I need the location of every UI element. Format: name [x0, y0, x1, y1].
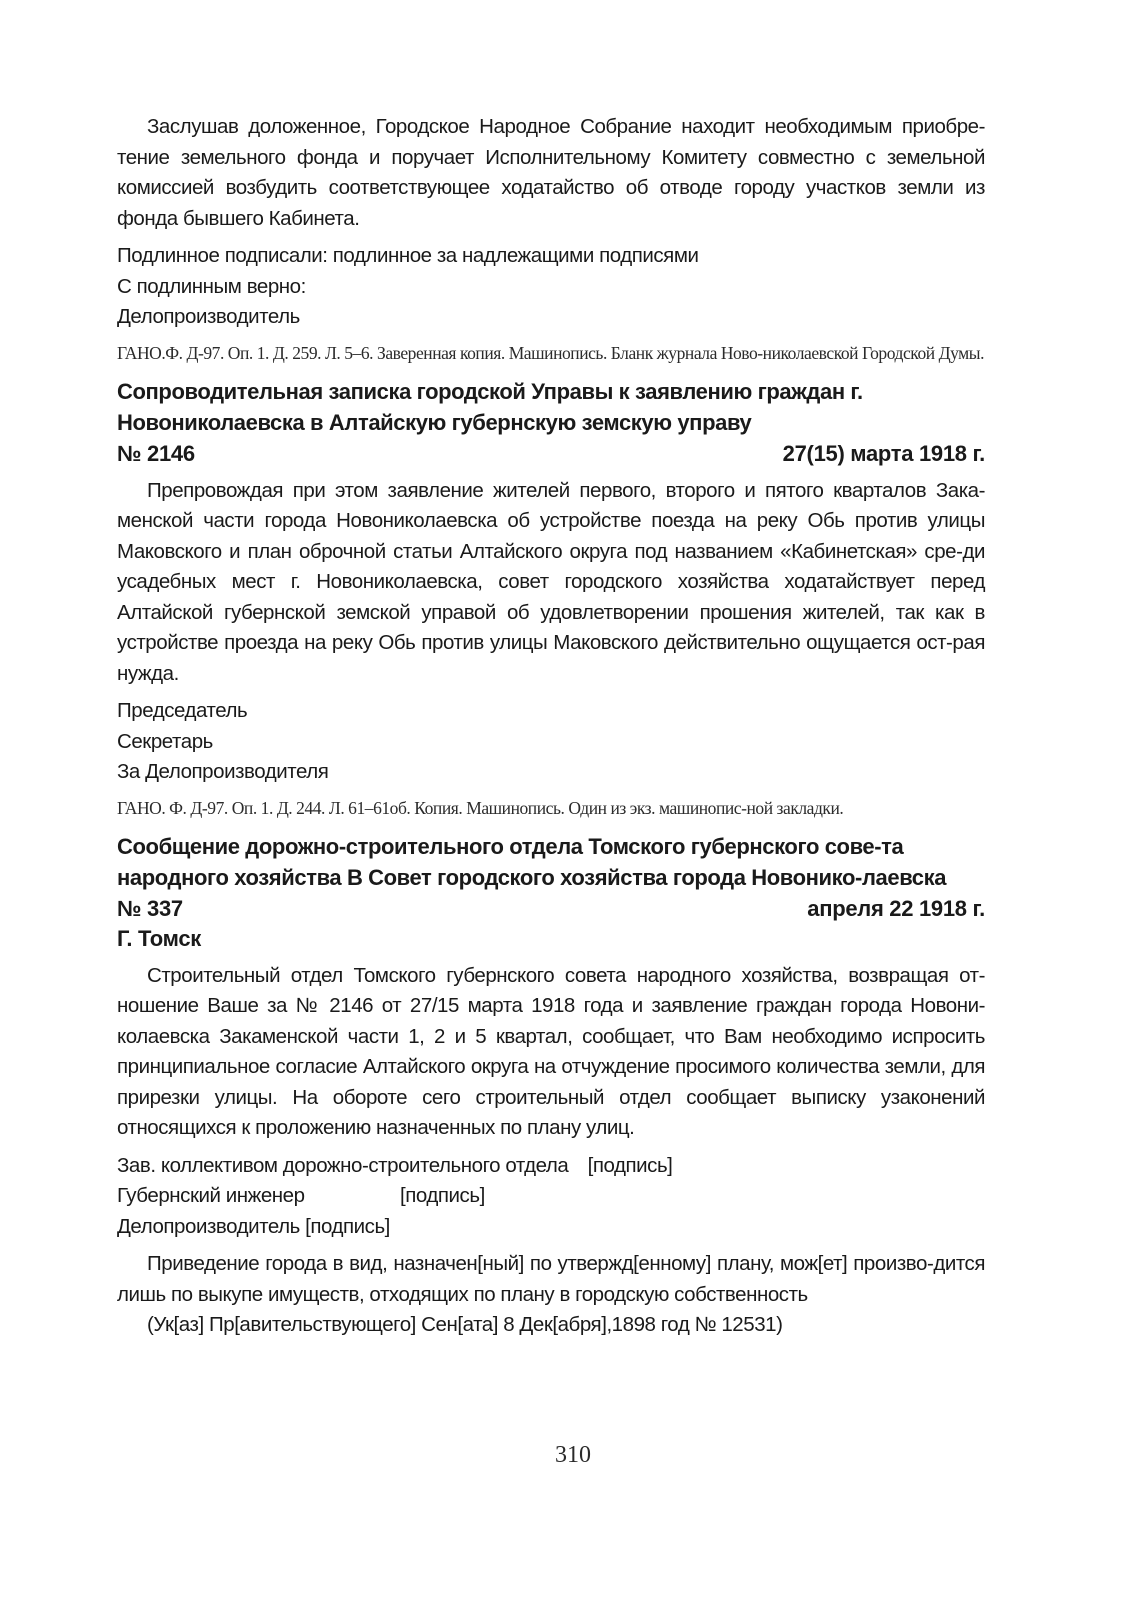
doc3-paragraph: Строительный отдел Томского губернского совета народного хозяйства, возвращая от-ношение Ваше за № 2146 от 27/15 марта 1918 года и заявление граждан города Новони-колаевска Закаменской части 1, 2 и 5 квартал, сообщает, что Вам необходимо испросить принципиальное согласие Алтайского округа на отчуждение просимого количества земли, для прирезки улицы. На обороте сего строительный отдел сообщает выписку узаконений относящихся к проложению назначенных по плану улиц.: [117, 963, 985, 1139]
doc3-title: Сообщение дорожно-строительного отдела Томского губернского сове-та народного хозяйства В Совет городского хозяйства города Новонико-лаевска: [117, 833, 947, 890]
page-number: 310: [555, 1442, 591, 1468]
doc3-signature-3: Делопроизводитель [подпись]: [117, 1214, 390, 1238]
doc3-place: Г. Томск: [117, 925, 201, 951]
doc3-number: № 337: [117, 895, 183, 921]
doc1-clerk-line: Делопроизводитель: [117, 305, 300, 328]
doc3-sig1-mark: [подпись]: [587, 1153, 673, 1177]
doc1-signed-line: Подлинное подписали: подлинное за надлежащими подписями: [117, 244, 699, 267]
doc1-certified-line: С подлинным верно:: [117, 274, 306, 298]
doc2-paragraph: Препровождая при этом заявление жителей первого, второго и пятого кварталов Зака-менской части города Новониколаевска об устройстве поезда на реку Обь против улицы Маковского и план оброчной статьи Алтайского округа под названием «Кабинетская» сре-ди усадебных мест г. Новониколаевска, совет городского хозяйства ходатайствует перед Алтайской губернской земской управой об удовлетворении прошения жителей, так как в устройстве проезда на реку Обь против улицы Маковского действительно ощущается ост-рая нужда.: [117, 478, 985, 685]
doc3-sig2-role: Губернский инженер: [117, 1184, 305, 1207]
doc2-archive-source: ГАНО. Ф. Д-97. Оп. 1. Д. 244. Л. 61–61об. Копия. Машинопись. Один из экз. машинопис-ной закладки.: [117, 797, 844, 818]
doc2-chairman: Председатель: [117, 699, 248, 722]
doc2-number-row: [117, 438, 985, 469]
doc3-signature-2: [117, 1181, 985, 1212]
doc2-secretary: Секретарь: [117, 729, 213, 753]
doc1-archive-source: ГАНО.Ф. Д-97. Оп. 1. Д. 259. Л. 5–6. Заверенная копия. Машинопись. Бланк журнала Ново-николаевской Городской Думы.: [117, 342, 985, 363]
doc3-number-row: [117, 893, 985, 924]
doc2-date: 27(15) марта 1918 г.: [782, 440, 985, 466]
doc3-sig1-role: Зав. коллективом дорожно-строительного отдела: [117, 1153, 569, 1177]
doc3-reference: (Ук[аз] Пр[авительствующего] Сен[ата] 8 Дек[абря],1898 год № 12531): [147, 1313, 783, 1336]
doc2-title: Сопроводительная записка городской Управы к заявлению граждан г. Новониколаевска в Алтайскую губернскую земскую управу: [117, 378, 863, 435]
doc2-number: № 2146: [117, 440, 195, 466]
page-content: [117, 112, 985, 1341]
doc3-date: апреля 22 1918 г.: [807, 895, 985, 921]
doc3-signature-1: [117, 1151, 985, 1182]
doc2-for-clerk: За Делопроизводителя: [117, 760, 329, 783]
doc3-sig2-mark: [подпись]: [400, 1184, 485, 1207]
doc3-paragraph-2: Приведение города в вид, назначен[ный] по утвержд[енному] плану, мож[ет] произво-дится лишь по выкупе имуществ, отходящих по плану в городскую собственность: [117, 1252, 985, 1306]
doc1-paragraph: Заслушав доложенное, Городское Народное Собрание находит необходимым приобре-тение земельного фонда и поручает Исполнительному Комитету совместно с земельной комиссией возбудить соответствующее ходатайство об отводе городу участков земли из фонда бывшего Кабинета.: [117, 115, 985, 230]
